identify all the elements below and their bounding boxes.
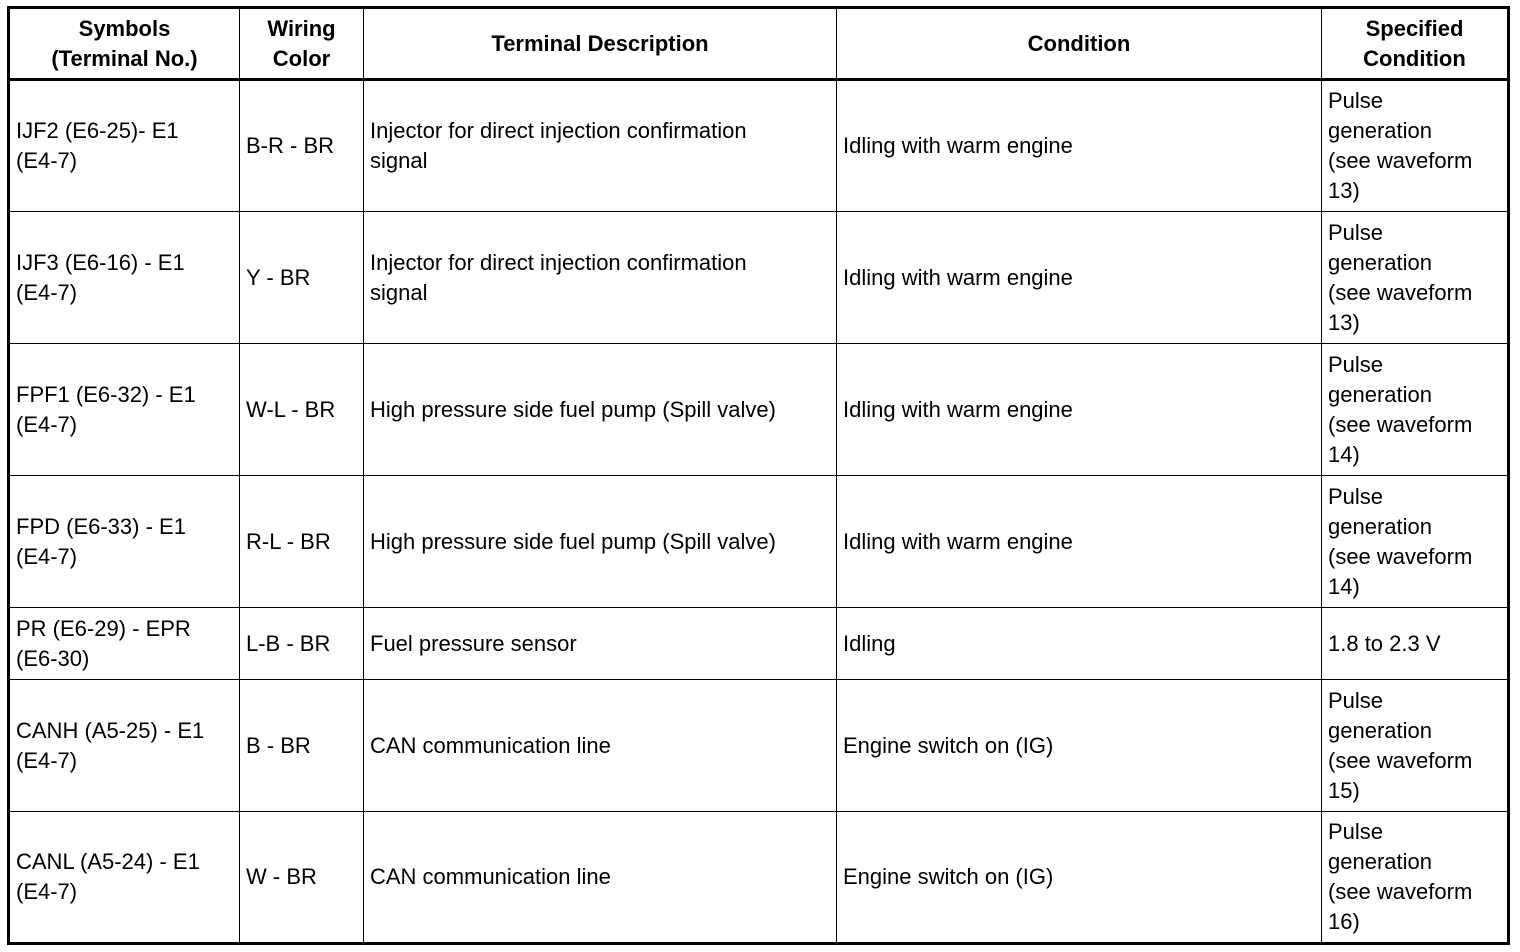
table-row xyxy=(9,344,1509,476)
wiring-cell: W - BR xyxy=(240,812,364,944)
specified-cell: Pulse generation (see waveform 14) xyxy=(1322,476,1509,608)
condition-cell: Idling with warm engine xyxy=(837,212,1322,344)
description-cell: Injector for direct injection confirmation signal xyxy=(364,212,837,344)
symbol-cell: CANH (A5-25) - E1 (E4-7) xyxy=(9,680,240,812)
description-cell: High pressure side fuel pump (Spill valve) xyxy=(364,344,837,476)
header-terminal-description: Terminal Description xyxy=(364,8,837,80)
wiring-cell: Y - BR xyxy=(240,212,364,344)
condition-cell: Idling with warm engine xyxy=(837,344,1322,476)
description-cell: Fuel pressure sensor xyxy=(364,608,837,680)
symbol-cell: IJF3 (E6-16) - E1 (E4-7) xyxy=(9,212,240,344)
symbol-cell: FPF1 (E6-32) - E1 (E4-7) xyxy=(9,344,240,476)
wiring-cell: B-R - BR xyxy=(240,80,364,212)
table-row xyxy=(9,212,1509,344)
condition-cell: Idling with warm engine xyxy=(837,80,1322,212)
specified-cell: Pulse generation (see waveform 16) xyxy=(1322,812,1509,944)
specified-cell: Pulse generation (see waveform 13) xyxy=(1322,212,1509,344)
wiring-cell: B - BR xyxy=(240,680,364,812)
description-cell: CAN communication line xyxy=(364,812,837,944)
header-condition: Condition xyxy=(837,8,1322,80)
table-row xyxy=(9,680,1509,812)
table-row xyxy=(9,812,1509,944)
wiring-cell: W-L - BR xyxy=(240,344,364,476)
header-row xyxy=(9,8,1509,80)
terminal-spec-table xyxy=(7,6,1510,945)
description-cell: CAN communication line xyxy=(364,680,837,812)
header-specified-condition: Specified Condition xyxy=(1322,8,1509,80)
symbol-cell: PR (E6-29) - EPR (E6-30) xyxy=(9,608,240,680)
table-row xyxy=(9,80,1509,212)
condition-cell: Idling with warm engine xyxy=(837,476,1322,608)
description-cell: High pressure side fuel pump (Spill valve) xyxy=(364,476,837,608)
header-symbols: Symbols (Terminal No.) xyxy=(9,8,240,80)
symbol-cell: FPD (E6-33) - E1 (E4-7) xyxy=(9,476,240,608)
condition-cell: Engine switch on (IG) xyxy=(837,680,1322,812)
specified-cell: Pulse generation (see waveform 14) xyxy=(1322,344,1509,476)
condition-cell: Engine switch on (IG) xyxy=(837,812,1322,944)
specified-cell: Pulse generation (see waveform 15) xyxy=(1322,680,1509,812)
header-wiring-color: Wiring Color xyxy=(240,8,364,80)
wiring-cell: L-B - BR xyxy=(240,608,364,680)
symbol-cell: IJF2 (E6-25)- E1 (E4-7) xyxy=(9,80,240,212)
specified-cell: 1.8 to 2.3 V xyxy=(1322,608,1509,680)
wiring-cell: R-L - BR xyxy=(240,476,364,608)
symbol-cell: CANL (A5-24) - E1 (E4-7) xyxy=(9,812,240,944)
condition-cell: Idling xyxy=(837,608,1322,680)
table-row xyxy=(9,476,1509,608)
specified-cell: Pulse generation (see waveform 13) xyxy=(1322,80,1509,212)
table-row xyxy=(9,608,1509,680)
description-cell: Injector for direct injection confirmation signal xyxy=(364,80,837,212)
